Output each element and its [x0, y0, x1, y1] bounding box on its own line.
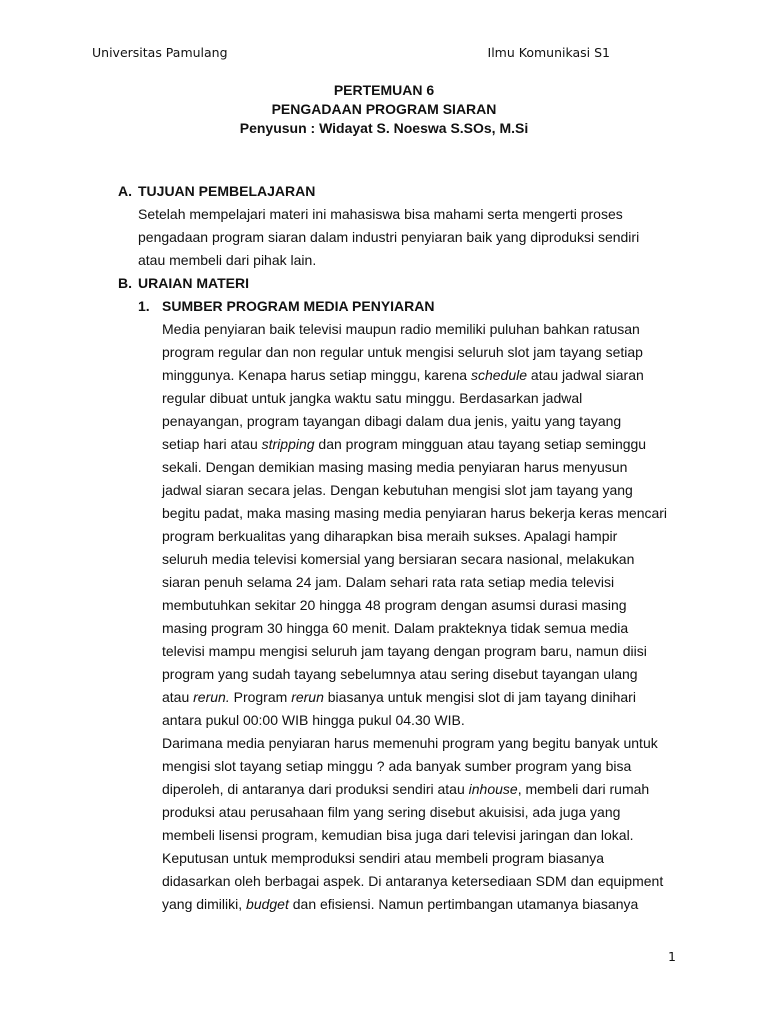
- italic-term: budget: [246, 896, 289, 912]
- paragraph-line: sekali. Dengan demikian masing masing media penyiaran harus menyusun: [162, 459, 628, 475]
- italic-term: schedule: [470, 367, 528, 383]
- paragraph-line: Keputusan untuk memproduksi sendiri atau membeli program biasanya: [162, 850, 605, 866]
- subsection-1-heading: [138, 295, 768, 318]
- section-b-title: URAIAN MATERI: [138, 275, 249, 291]
- page-number: 1: [668, 949, 676, 964]
- paragraph-line: atau membeli dari pihak lain.: [138, 252, 317, 268]
- section-a-heading: [118, 180, 768, 203]
- header-department: Ilmu Komunikasi S1: [487, 45, 610, 60]
- paragraph-line: program regular dan non regular untuk mengisi seluruh slot jam tayang setiap: [162, 344, 643, 360]
- section-b-marker: B.: [118, 275, 132, 291]
- paragraph-line: antara pukul 00:00 WIB hingga pukul 04.30 WIB.: [162, 712, 465, 728]
- italic-term: rerun.: [193, 689, 230, 705]
- paragraph-line: didasarkan oleh berbagai aspek. Di antaranya ketersediaan SDM dan equipment: [162, 873, 664, 889]
- section-b-heading: [118, 272, 768, 295]
- paragraph-line: masing program 30 hingga 60 menit. Dalam prakteknya tidak semua media: [162, 620, 629, 636]
- paragraph-line: televisi mampu mengisi seluruh jam tayang dengan program baru, namun diisi: [162, 643, 647, 659]
- paragraph-line: program berkualitas yang diharapkan bisa meraih sukses. Apalagi hampir: [162, 528, 618, 544]
- paragraph-line: atau rerun. Program rerun biasanya untuk mengisi slot di jam tayang dinihari: [162, 689, 636, 705]
- document-body: [0, 180, 768, 916]
- paragraph-line: yang dimiliki, budget dan efisiensi. Namun pertimbangan utamanya biasanya: [162, 896, 639, 912]
- paragraph-line: seluruh media televisi komersial yang bersiaran secara nasional, melakukan: [162, 551, 635, 567]
- paragraph-line: penayangan, program tayangan dibagi dalam dua jenis, yaitu yang tayang: [162, 413, 622, 429]
- paragraph-line: begitu padat, maka masing masing media penyiaran harus bekerja keras mencari: [162, 505, 668, 521]
- paragraph-line: produksi atau perusahaan film yang sering disebut akuisisi, ada juga yang: [162, 804, 621, 820]
- paragraph-line: mengisi slot tayang setiap minggu ? ada banyak sumber program yang bisa: [162, 758, 632, 774]
- subsection-1-paragraph: [162, 318, 768, 916]
- title-author: Penyusun : Widayat S. Noeswa S.SOs, M.Si: [239, 120, 529, 136]
- paragraph-line: pengadaan program siaran dalam industri penyiaran baik yang diproduksi sendiri: [138, 229, 640, 245]
- paragraph-line: Darimana media penyiaran harus memenuhi program yang begitu banyak untuk: [162, 735, 658, 751]
- title-meeting: PERTEMUAN 6: [333, 82, 435, 98]
- italic-term: rerun: [291, 689, 324, 705]
- paragraph-line: Media penyiaran baik televisi maupun radio memiliki puluhan bahkan ratusan: [162, 321, 640, 337]
- paragraph-line: Setelah mempelajari materi ini mahasiswa bisa mahami serta mengerti proses: [138, 206, 623, 222]
- paragraph-line: program yang sudah tayang sebelumnya atau sering disebut tayangan ulang: [162, 666, 638, 682]
- paragraph-line: diperoleh, di antaranya dari produksi sendiri atau inhouse, membeli dari rumah: [162, 781, 650, 797]
- paragraph-line: membutuhkan sekitar 20 hingga 48 program dengan asumsi durasi masing: [162, 597, 627, 613]
- paragraph-line: regular dibuat untuk jangka waktu satu minggu. Berdasarkan jadwal: [162, 390, 583, 406]
- title-topic: PENGADAAN PROGRAM SIARAN: [271, 101, 497, 117]
- paragraph-line: minggunya. Kenapa harus setiap minggu, karena schedule atau jadwal siaran: [162, 367, 644, 383]
- paragraph-line: membeli lisensi program, kemudian bisa juga dari televisi jaringan dan lokal.: [162, 827, 634, 843]
- title-block: [0, 81, 768, 138]
- italic-term: stripping: [261, 436, 315, 452]
- header-university: Universitas Pamulang: [92, 45, 228, 60]
- italic-term: inhouse: [468, 781, 518, 797]
- section-a-marker: A.: [118, 183, 132, 199]
- section-a-title: TUJUAN PEMBELAJARAN: [138, 183, 316, 199]
- section-a-paragraph: [138, 203, 676, 272]
- paragraph-line: jadwal siaran secara jelas. Dengan kebutuhan mengisi slot jam tayang yang: [162, 482, 633, 498]
- subsection-1-title: SUMBER PROGRAM MEDIA PENYIARAN: [162, 298, 435, 314]
- subsection-1-marker: 1.: [138, 298, 150, 314]
- paragraph-line: siaran penuh selama 24 jam. Dalam sehari rata rata setiap media televisi: [162, 574, 615, 590]
- paragraph-line: setiap hari atau stripping dan program mingguan atau tayang setiap seminggu: [162, 436, 647, 452]
